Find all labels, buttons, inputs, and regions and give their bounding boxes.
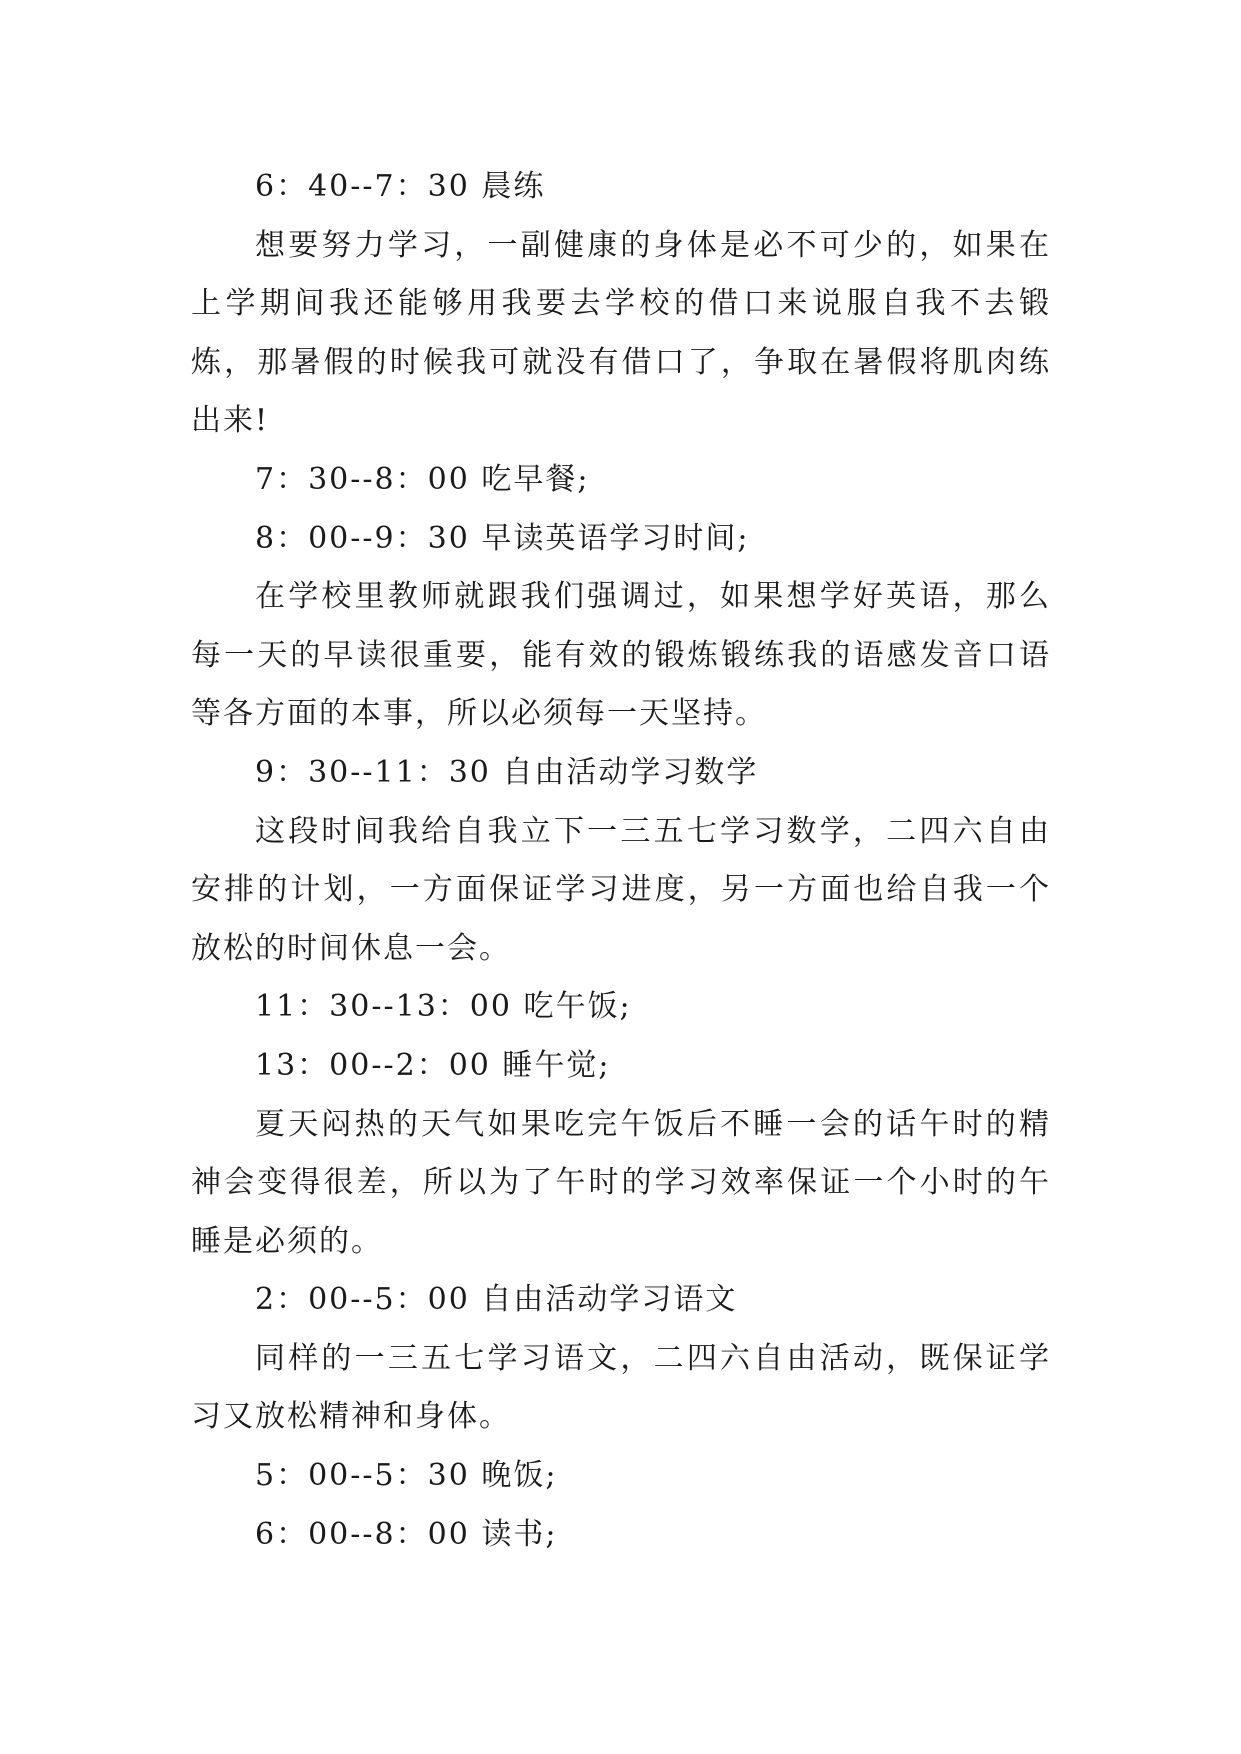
- body-paragraph: 在学校里教师就跟我们强调过，如果想学好英语，那么每一天的早读很重要，能有效的锻炼锻练我的语感发音口语等各方面的本事，所以必须每一天坚持。: [191, 579, 1051, 732]
- schedule-line: 9：30--11：30 自由活动学习数学: [255, 754, 759, 790]
- body-paragraph: 这段时间我给自我立下一三五七学习数学，二四六自由安排的计划，一方面保证学习进度，另一方面也给自我一个放松的时间休息一会。: [191, 813, 1051, 966]
- schedule-line: 6：00--8：00 读书;: [255, 1516, 558, 1552]
- schedule-line: 11：30--13：00 吃午饭;: [255, 989, 632, 1025]
- body-paragraph: 想要努力学习，一副健康的身体是必不可少的，如果在上学期间我还能够用我要去学校的借口来说服自我不去锻炼，那暑假的时候我可就没有借口了，争取在暑假将肌肉练出来!: [191, 227, 1051, 439]
- body-paragraph: 同样的一三五七学习语文，二四六自由活动，既保证学习又放松精神和身体。: [191, 1340, 1051, 1435]
- body-paragraph: 夏天闷热的天气如果吃完午饭后不睡一会的话午时的精神会变得很差，所以为了午时的学习效率保证一个小时的午睡是必须的。: [191, 1106, 1051, 1259]
- document-body: [191, 158, 1051, 1564]
- schedule-line: 7：30--8：00 吃早餐;: [255, 461, 590, 497]
- schedule-line: 13：00--2：00 睡午觉;: [255, 1047, 611, 1083]
- schedule-line: 6：40--7：30 晨练: [255, 169, 546, 204]
- schedule-line: 5：00--5：30 晚饭;: [255, 1458, 558, 1494]
- schedule-line: 2：00--5：00 自由活动学习语文: [255, 1282, 738, 1318]
- schedule-line: 8：00--9：30 早读英语学习时间;: [255, 520, 750, 556]
